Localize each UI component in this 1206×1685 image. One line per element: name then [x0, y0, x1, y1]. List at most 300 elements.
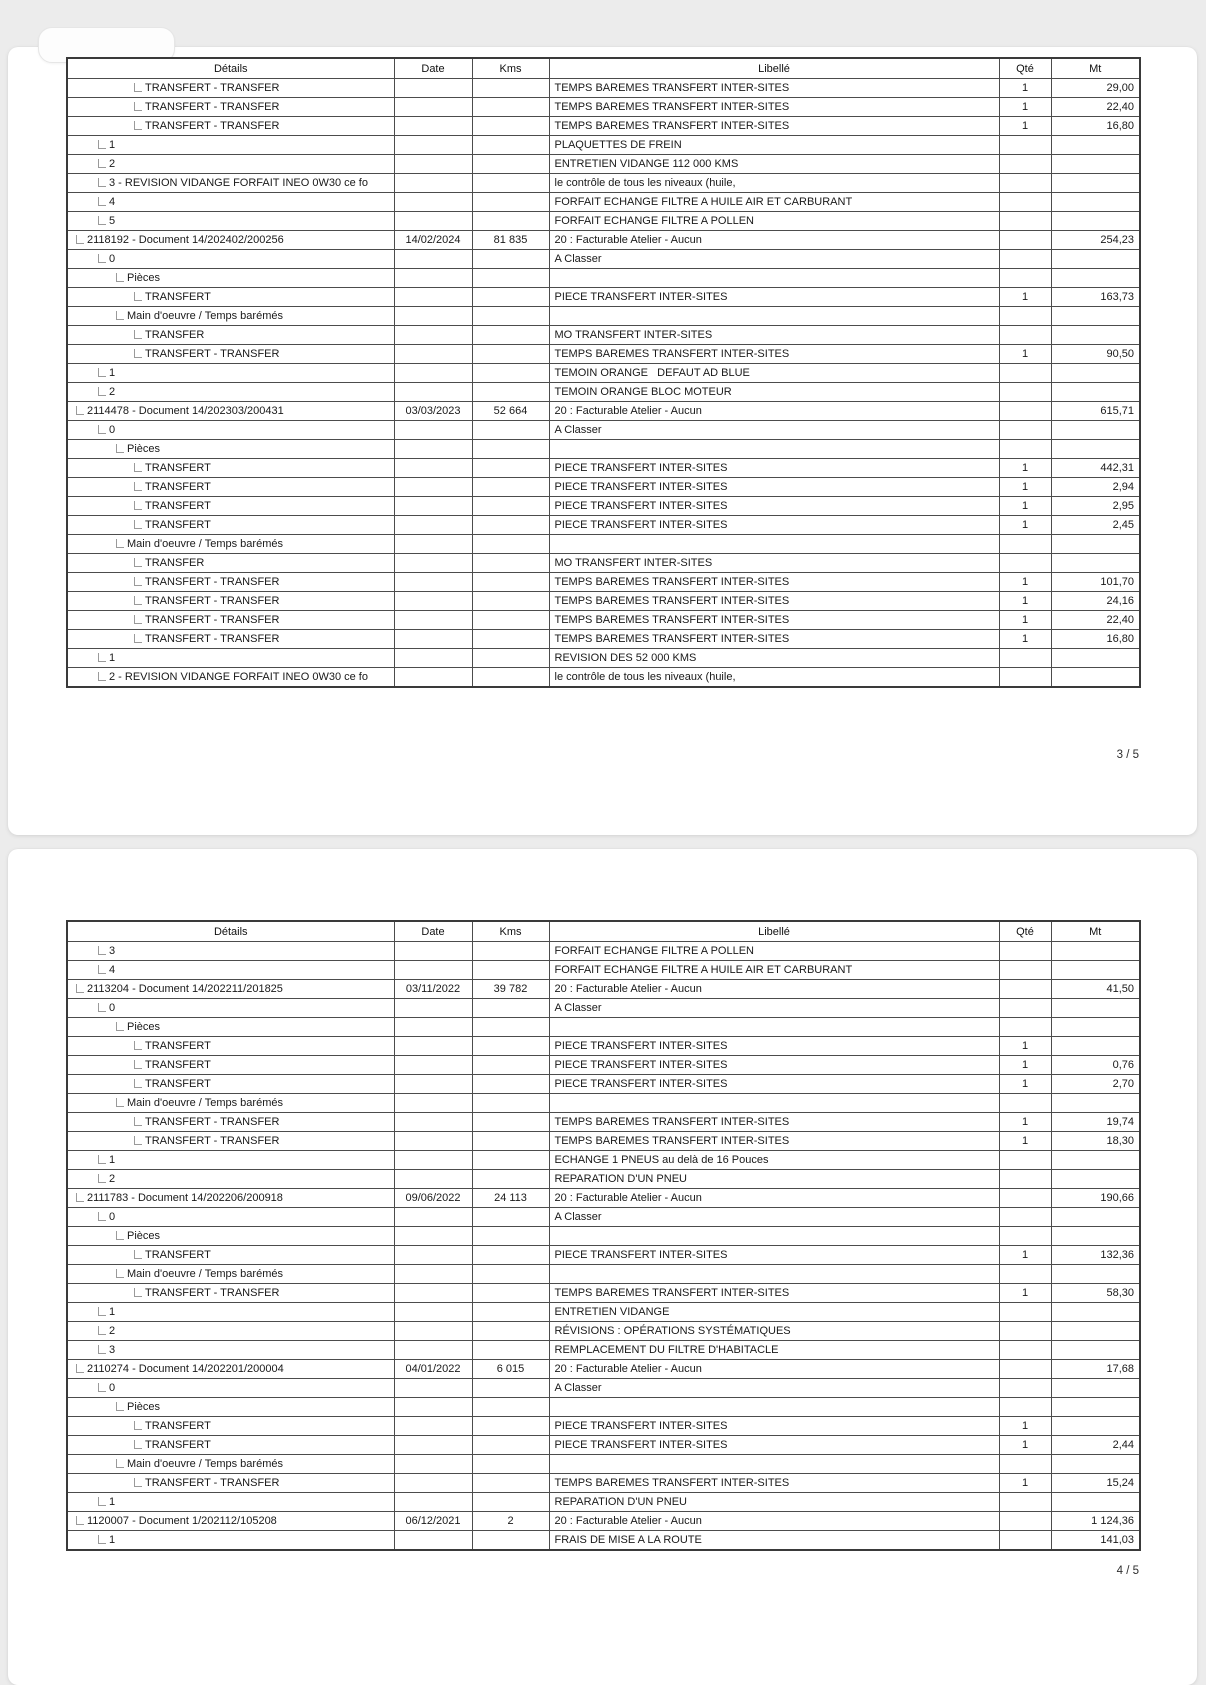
- details-text: TRANSFERT - TRANSFER: [145, 348, 280, 360]
- amount-cell: 24,16: [1051, 592, 1140, 611]
- column-header-kms: Kms: [472, 58, 549, 79]
- amount-cell: 29,00: [1051, 79, 1140, 98]
- kms-cell: [472, 1531, 549, 1551]
- details-text: 2: [109, 158, 116, 170]
- tree-branch-icon: [98, 159, 106, 168]
- details-cell: [67, 1018, 394, 1037]
- qty-cell: [999, 1265, 1051, 1284]
- date-cell: [394, 1303, 472, 1322]
- details-text: TRANSFERT: [145, 519, 211, 531]
- kms-cell: [472, 1398, 549, 1417]
- details-text: Main d'oeuvre / Temps barémés: [127, 1458, 283, 1470]
- tree-branch-icon: [134, 83, 142, 92]
- date-cell: [394, 269, 472, 288]
- column-header-mt: Mt: [1051, 921, 1140, 942]
- amount-cell: 41,50: [1051, 980, 1140, 999]
- tree-branch-icon: [134, 102, 142, 111]
- libelle-cell: REMPLACEMENT DU FILTRE D'HABITACLE: [549, 1341, 999, 1360]
- date-cell: 06/12/2021: [394, 1512, 472, 1531]
- table-row: [67, 1151, 1140, 1170]
- details-text: 1: [109, 139, 116, 151]
- tree-branch-icon: [134, 1117, 142, 1126]
- tree-branch-icon: [134, 1478, 142, 1487]
- details-cell: [67, 942, 394, 961]
- details-cell: [67, 440, 394, 459]
- table-row: [67, 307, 1140, 326]
- libelle-cell: PIECE TRANSFERT INTER-SITES: [549, 1056, 999, 1075]
- tree-branch-icon: [116, 1098, 124, 1107]
- date-cell: [394, 999, 472, 1018]
- table-row: [67, 592, 1140, 611]
- kms-cell: [472, 1227, 549, 1246]
- table-row: [67, 117, 1140, 136]
- table-row: [67, 1132, 1140, 1151]
- kms-cell: [472, 1056, 549, 1075]
- details-cell: [67, 1284, 394, 1303]
- details-text: Main d'oeuvre / Temps barémés: [127, 1097, 283, 1109]
- table-row: [67, 1474, 1140, 1493]
- tree-branch-icon: [98, 1383, 106, 1392]
- qty-cell: [999, 1379, 1051, 1398]
- date-cell: [394, 79, 472, 98]
- qty-cell: [999, 1018, 1051, 1037]
- table-row: [67, 1341, 1140, 1360]
- date-cell: [394, 288, 472, 307]
- tree-branch-icon: [98, 140, 106, 149]
- tree-branch-icon: [98, 1326, 106, 1335]
- qty-cell: [999, 1170, 1051, 1189]
- details-text: 0: [109, 424, 116, 436]
- date-cell: [394, 1227, 472, 1246]
- qty-cell: [999, 421, 1051, 440]
- column-header-date: Date: [394, 921, 472, 942]
- libelle-cell: 20 : Facturable Atelier - Aucun: [549, 1512, 999, 1531]
- qty-cell: [999, 1455, 1051, 1474]
- libelle-cell: [549, 269, 999, 288]
- details-cell: [67, 326, 394, 345]
- details-cell: [67, 98, 394, 117]
- amount-cell: [1051, 1037, 1140, 1056]
- tree-branch-icon: [134, 596, 142, 605]
- table-row: [67, 961, 1140, 980]
- details-text: TRANSFERT - TRANSFER: [145, 101, 280, 113]
- kms-cell: [472, 307, 549, 326]
- kms-cell: [472, 383, 549, 402]
- libelle-cell: PIECE TRANSFERT INTER-SITES: [549, 1037, 999, 1056]
- tree-branch-icon: [98, 672, 106, 681]
- details-text: Pièces: [127, 1401, 161, 1413]
- kms-cell: [472, 1455, 549, 1474]
- libelle-cell: PIECE TRANSFERT INTER-SITES: [549, 497, 999, 516]
- kms-cell: [472, 1417, 549, 1436]
- date-cell: [394, 459, 472, 478]
- tree-branch-icon: [116, 444, 124, 453]
- amount-cell: [1051, 1094, 1140, 1113]
- kms-cell: 6 015: [472, 1360, 549, 1379]
- details-text: TRANSFER: [145, 329, 205, 341]
- table-row: [67, 980, 1140, 999]
- details-text: 2118192 - Document 14/202402/200256: [87, 234, 284, 246]
- amount-cell: [1051, 1227, 1140, 1246]
- qty-cell: [999, 307, 1051, 326]
- kms-cell: [472, 478, 549, 497]
- amount-cell: 442,31: [1051, 459, 1140, 478]
- table-row: [67, 1246, 1140, 1265]
- details-cell: [67, 1265, 394, 1284]
- kms-cell: [472, 573, 549, 592]
- qty-cell: 1: [999, 611, 1051, 630]
- date-cell: [394, 1094, 472, 1113]
- kms-cell: [472, 364, 549, 383]
- qty-cell: [999, 1322, 1051, 1341]
- qty-cell: [999, 1303, 1051, 1322]
- libelle-cell: PIECE TRANSFERT INTER-SITES: [549, 459, 999, 478]
- amount-cell: [1051, 307, 1140, 326]
- date-cell: 14/02/2024: [394, 231, 472, 250]
- date-cell: [394, 1056, 472, 1075]
- details-cell: [67, 961, 394, 980]
- table-row: [67, 1531, 1140, 1551]
- qty-cell: 1: [999, 516, 1051, 535]
- table-row: [67, 630, 1140, 649]
- tree-branch-icon: [98, 1174, 106, 1183]
- details-text: TRANSFERT: [145, 291, 211, 303]
- kms-cell: [472, 1265, 549, 1284]
- tree-branch-icon: [134, 1136, 142, 1145]
- details-cell: [67, 174, 394, 193]
- libelle-cell: [549, 440, 999, 459]
- details-text: TRANSFERT - TRANSFER: [145, 1477, 280, 1489]
- amount-cell: [1051, 136, 1140, 155]
- details-cell: [67, 592, 394, 611]
- details-cell: [67, 980, 394, 999]
- details-cell: [67, 573, 394, 592]
- details-cell: [67, 1075, 394, 1094]
- amount-cell: [1051, 421, 1140, 440]
- details-cell: [67, 611, 394, 630]
- qty-cell: [999, 1208, 1051, 1227]
- details-cell: [67, 421, 394, 440]
- table-row: [67, 535, 1140, 554]
- tree-branch-icon: [76, 1364, 84, 1373]
- table-row: [67, 1436, 1140, 1455]
- qty-cell: [999, 326, 1051, 345]
- libelle-cell: FORFAIT ECHANGE FILTRE A POLLEN: [549, 942, 999, 961]
- details-text: 2111783 - Document 14/202206/200918: [87, 1192, 283, 1204]
- details-cell: [67, 1132, 394, 1151]
- details-cell: [67, 1417, 394, 1436]
- details-cell: [67, 1037, 394, 1056]
- kms-cell: [472, 961, 549, 980]
- table-row: [67, 649, 1140, 668]
- libelle-cell: REVISION DES 52 000 KMS: [549, 649, 999, 668]
- amount-cell: 17,68: [1051, 1360, 1140, 1379]
- tree-branch-icon: [116, 539, 124, 548]
- tree-branch-icon: [98, 1212, 106, 1221]
- details-cell: [67, 1227, 394, 1246]
- table-row: [67, 174, 1140, 193]
- libelle-cell: PIECE TRANSFERT INTER-SITES: [549, 478, 999, 497]
- tree-branch-icon: [134, 463, 142, 472]
- table-row: [67, 421, 1140, 440]
- amount-cell: 58,30: [1051, 1284, 1140, 1303]
- details-text: TRANSFERT - TRANSFER: [145, 120, 280, 132]
- qty-cell: [999, 942, 1051, 961]
- table-row: [67, 459, 1140, 478]
- details-cell: [67, 1170, 394, 1189]
- date-cell: [394, 649, 472, 668]
- details-cell: [67, 288, 394, 307]
- libelle-cell: RÉVISIONS : OPÉRATIONS SYSTÉMATIQUES: [549, 1322, 999, 1341]
- details-text: TRANSFERT: [145, 1078, 211, 1090]
- date-cell: [394, 668, 472, 688]
- date-cell: [394, 136, 472, 155]
- libelle-cell: MO TRANSFERT INTER-SITES: [549, 554, 999, 573]
- date-cell: [394, 1531, 472, 1551]
- tree-branch-icon: [76, 1193, 84, 1202]
- details-text: TRANSFERT: [145, 462, 211, 474]
- table-row: [67, 1056, 1140, 1075]
- table-row: [67, 231, 1140, 250]
- details-text: TRANSFERT: [145, 1249, 211, 1261]
- date-cell: [394, 1493, 472, 1512]
- tree-branch-icon: [134, 1079, 142, 1088]
- details-cell: [67, 193, 394, 212]
- amount-cell: [1051, 1208, 1140, 1227]
- details-cell: [67, 1094, 394, 1113]
- details-text: TRANSFER: [145, 557, 205, 569]
- tree-branch-icon: [134, 330, 142, 339]
- amount-cell: 141,03: [1051, 1531, 1140, 1551]
- table-header: [67, 58, 1140, 79]
- qty-cell: 1: [999, 478, 1051, 497]
- libelle-cell: [549, 1398, 999, 1417]
- libelle-cell: PIECE TRANSFERT INTER-SITES: [549, 1436, 999, 1455]
- amount-cell: [1051, 174, 1140, 193]
- table-row: [67, 1189, 1140, 1208]
- libelle-cell: [549, 307, 999, 326]
- amount-cell: [1051, 1170, 1140, 1189]
- table-row: [67, 668, 1140, 688]
- details-text: 4: [109, 964, 116, 976]
- table-row: [67, 1322, 1140, 1341]
- details-cell: [67, 1322, 394, 1341]
- table-row: [67, 288, 1140, 307]
- date-cell: [394, 117, 472, 136]
- qty-cell: [999, 961, 1051, 980]
- details-text: TRANSFERT: [145, 481, 211, 493]
- qty-cell: 1: [999, 98, 1051, 117]
- tree-branch-icon: [134, 292, 142, 301]
- details-text: TRANSFERT - TRANSFER: [145, 633, 280, 645]
- kms-cell: [472, 421, 549, 440]
- table-row: [67, 212, 1140, 231]
- tree-branch-icon: [98, 216, 106, 225]
- table-row: [67, 1094, 1140, 1113]
- details-text: TRANSFERT - TRANSFER: [145, 1135, 280, 1147]
- table-row: [67, 554, 1140, 573]
- table-row: [67, 440, 1140, 459]
- date-cell: [394, 1037, 472, 1056]
- kms-cell: 24 113: [472, 1189, 549, 1208]
- details-text: Pièces: [127, 443, 161, 455]
- date-cell: [394, 421, 472, 440]
- libelle-cell: TEMPS BAREMES TRANSFERT INTER-SITES: [549, 79, 999, 98]
- details-cell: [67, 1474, 394, 1493]
- column-header-kms: Kms: [472, 921, 549, 942]
- date-cell: [394, 193, 472, 212]
- amount-cell: [1051, 1455, 1140, 1474]
- details-text: TRANSFERT - TRANSFER: [145, 576, 280, 588]
- details-cell: [67, 1113, 394, 1132]
- table-row: [67, 478, 1140, 497]
- details-text: Pièces: [127, 1230, 161, 1242]
- qty-cell: 1: [999, 459, 1051, 478]
- table-row: [67, 1512, 1140, 1531]
- date-cell: [394, 573, 472, 592]
- qty-cell: [999, 999, 1051, 1018]
- details-text: 1: [109, 1154, 116, 1166]
- details-cell: [67, 1246, 394, 1265]
- date-cell: 04/01/2022: [394, 1360, 472, 1379]
- kms-cell: [472, 1113, 549, 1132]
- libelle-cell: 20 : Facturable Atelier - Aucun: [549, 402, 999, 421]
- kms-cell: [472, 611, 549, 630]
- date-cell: [394, 345, 472, 364]
- details-cell: [67, 250, 394, 269]
- qty-cell: [999, 402, 1051, 421]
- table-body: [67, 79, 1140, 688]
- libelle-cell: [549, 1018, 999, 1037]
- tree-branch-icon: [76, 235, 84, 244]
- details-cell: [67, 649, 394, 668]
- date-cell: [394, 1246, 472, 1265]
- amount-cell: [1051, 668, 1140, 688]
- kms-cell: [472, 269, 549, 288]
- qty-cell: [999, 250, 1051, 269]
- libelle-cell: 20 : Facturable Atelier - Aucun: [549, 1360, 999, 1379]
- amount-cell: [1051, 1417, 1140, 1436]
- kms-cell: [472, 212, 549, 231]
- amount-cell: [1051, 193, 1140, 212]
- details-text: 4: [109, 196, 116, 208]
- tree-branch-icon: [98, 425, 106, 434]
- amount-cell: 254,23: [1051, 231, 1140, 250]
- date-cell: [394, 1151, 472, 1170]
- qty-cell: [999, 383, 1051, 402]
- qty-cell: 1: [999, 592, 1051, 611]
- kms-cell: [472, 1284, 549, 1303]
- qty-cell: [999, 1189, 1051, 1208]
- details-text: 3 - REVISION VIDANGE FORFAIT INEO 0W30 ce fo: [109, 177, 368, 189]
- qty-cell: 1: [999, 1037, 1051, 1056]
- tree-branch-icon: [116, 273, 124, 282]
- details-cell: [67, 1436, 394, 1455]
- date-cell: [394, 1208, 472, 1227]
- details-cell: [67, 345, 394, 364]
- details-cell: [67, 459, 394, 478]
- tree-branch-icon: [98, 1307, 106, 1316]
- amount-cell: 16,80: [1051, 630, 1140, 649]
- qty-cell: [999, 535, 1051, 554]
- details-text: 1: [109, 1496, 116, 1508]
- qty-cell: [999, 136, 1051, 155]
- kms-cell: [472, 1094, 549, 1113]
- kms-cell: [472, 1436, 549, 1455]
- table-row: [67, 1075, 1140, 1094]
- table-row: [67, 1379, 1140, 1398]
- table-row: [67, 1265, 1140, 1284]
- date-cell: 03/11/2022: [394, 980, 472, 999]
- amount-cell: [1051, 250, 1140, 269]
- details-text: 5: [109, 215, 116, 227]
- details-cell: [67, 212, 394, 231]
- date-cell: [394, 942, 472, 961]
- kms-cell: [472, 1037, 549, 1056]
- qty-cell: [999, 554, 1051, 573]
- libelle-cell: TEMPS BAREMES TRANSFERT INTER-SITES: [549, 630, 999, 649]
- amount-cell: [1051, 1018, 1140, 1037]
- libelle-cell: le contrôle de tous les niveaux (huile,: [549, 668, 999, 688]
- tree-branch-icon: [134, 1060, 142, 1069]
- libelle-cell: [549, 535, 999, 554]
- date-cell: [394, 1341, 472, 1360]
- qty-cell: 1: [999, 1132, 1051, 1151]
- tree-branch-icon: [134, 482, 142, 491]
- kms-cell: [472, 250, 549, 269]
- libelle-cell: PIECE TRANSFERT INTER-SITES: [549, 1417, 999, 1436]
- tree-branch-icon: [134, 349, 142, 358]
- date-cell: [394, 1113, 472, 1132]
- amount-cell: [1051, 1322, 1140, 1341]
- pdf-page-4: [8, 849, 1197, 1685]
- details-cell: [67, 1189, 394, 1208]
- details-text: 0: [109, 1382, 116, 1394]
- details-cell: [67, 402, 394, 421]
- kms-cell: [472, 942, 549, 961]
- details-cell: [67, 1151, 394, 1170]
- amount-cell: 22,40: [1051, 98, 1140, 117]
- amount-cell: 2,44: [1051, 1436, 1140, 1455]
- tree-branch-icon: [98, 1345, 106, 1354]
- date-cell: [394, 1379, 472, 1398]
- qty-cell: [999, 155, 1051, 174]
- qty-cell: 1: [999, 1436, 1051, 1455]
- page-number-label: 3 / 5: [1116, 749, 1139, 761]
- details-cell: [67, 497, 394, 516]
- amount-cell: 2,70: [1051, 1075, 1140, 1094]
- date-cell: [394, 630, 472, 649]
- amount-cell: [1051, 1265, 1140, 1284]
- details-cell: [67, 269, 394, 288]
- column-header-libelle: Libellé: [549, 921, 999, 942]
- libelle-cell: PIECE TRANSFERT INTER-SITES: [549, 1075, 999, 1094]
- libelle-cell: TEMPS BAREMES TRANSFERT INTER-SITES: [549, 592, 999, 611]
- column-header-details: Détails: [67, 58, 394, 79]
- details-cell: [67, 516, 394, 535]
- kms-cell: [472, 1208, 549, 1227]
- qty-cell: 1: [999, 630, 1051, 649]
- details-cell: [67, 1341, 394, 1360]
- libelle-cell: REPARATION D'UN PNEU: [549, 1493, 999, 1512]
- amount-cell: 22,40: [1051, 611, 1140, 630]
- kms-cell: [472, 174, 549, 193]
- tree-branch-icon: [98, 653, 106, 662]
- libelle-cell: TEMPS BAREMES TRANSFERT INTER-SITES: [549, 573, 999, 592]
- qty-cell: 1: [999, 79, 1051, 98]
- table-row: [67, 1037, 1140, 1056]
- kms-cell: [472, 1322, 549, 1341]
